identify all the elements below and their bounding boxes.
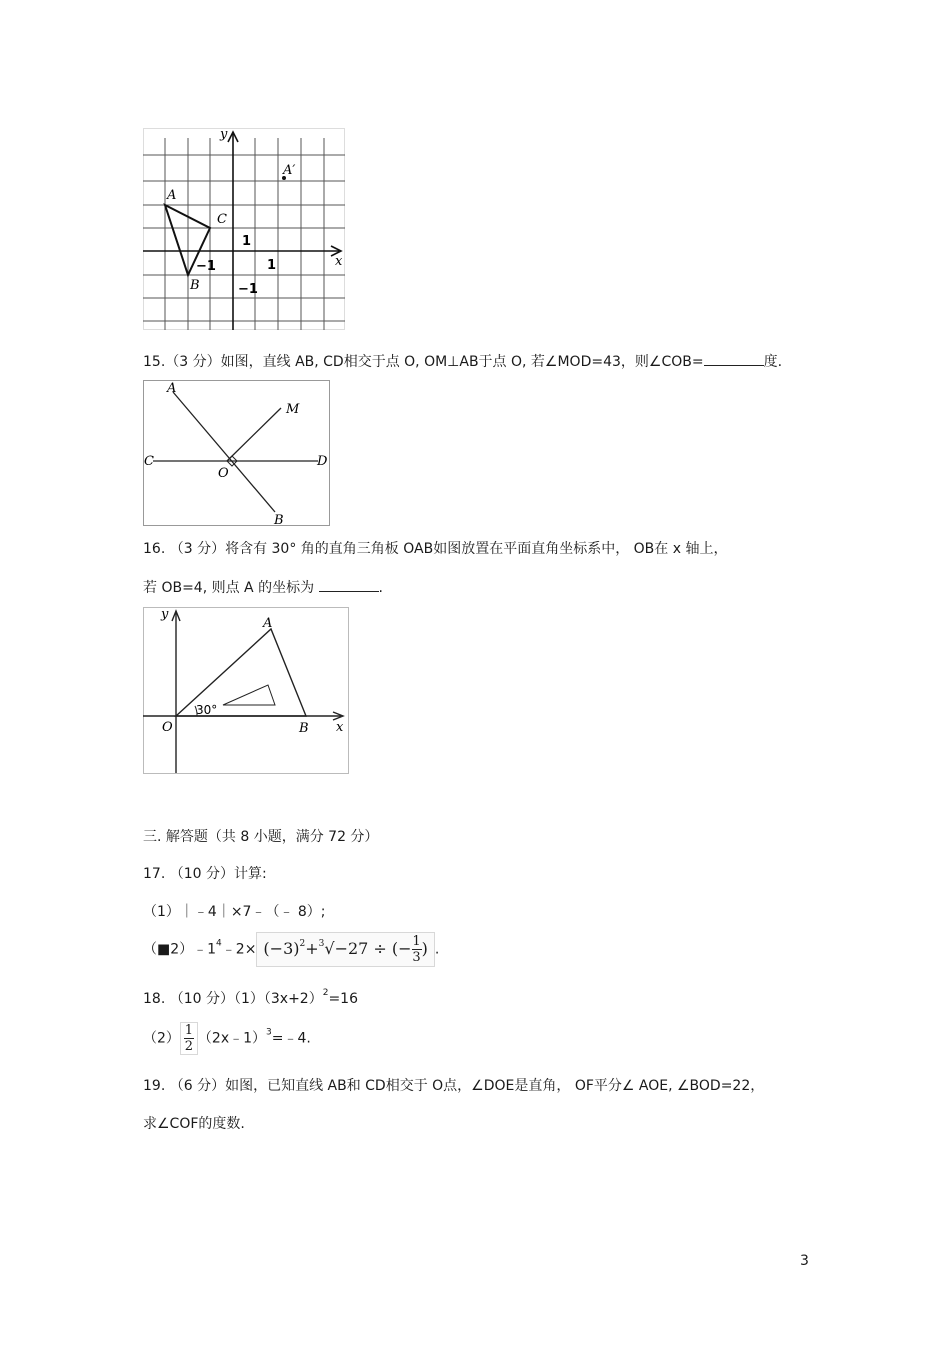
formula-frac-num: 1 [412, 934, 421, 949]
q18l1-prefix: 18. （10 分）（1）（3x+2） [143, 991, 323, 1007]
question-16-line1: 16. （3 分）将含有 30° 角的直角三角板 OAB如图放置在平面直角坐标系中， OB在 x 轴上， [143, 541, 728, 557]
y-tick-one: 1 [242, 234, 252, 249]
line-point-o: O [218, 466, 229, 481]
q16-text: 若 OB=4, 则点 A 的坐标为 [143, 580, 315, 596]
formula-close: ) [421, 939, 428, 958]
triangle-svg [143, 607, 349, 774]
coordinate-grid-figure [143, 128, 345, 330]
y-axis-label: y [220, 128, 228, 142]
formula-root: √−27 ÷ (− [324, 939, 412, 958]
q18l2-suffix: =﹣4. [271, 1030, 311, 1047]
q18l1-exp: 2 [322, 988, 329, 998]
tri-point-b: B [299, 721, 309, 736]
formula-plus: + [305, 939, 319, 958]
formula-exp: 2 [299, 939, 306, 949]
line-point-m: M [286, 402, 300, 417]
q17p2-exponent: 4 [216, 938, 222, 949]
q17-formula [256, 932, 434, 967]
tri-point-o: O [162, 720, 173, 735]
question-18-line1 [143, 988, 358, 1008]
q18-fraction [180, 1022, 198, 1055]
line-point-c: C [144, 454, 154, 469]
point-a-prime-label: A′ [283, 163, 296, 178]
question-16-line2 [143, 577, 383, 597]
q18l2-prefix: （2） [143, 1030, 180, 1047]
question-18-line2 [143, 1022, 311, 1055]
question-17-part2 [143, 932, 439, 967]
point-b-label: B [190, 278, 200, 293]
q15-answer-blank [704, 351, 764, 366]
q17p2-suffix: . [434, 941, 440, 958]
formula-frac-den: 3 [412, 950, 421, 965]
y-tick-neg-one: −1 [238, 282, 258, 297]
section-3-heading: 三. 解答题（共 8 小题，满分 72 分） [143, 829, 379, 845]
triangle-coordinate-figure [143, 607, 349, 774]
point-c-label: C [217, 212, 227, 227]
tri-point-a: A [263, 616, 273, 631]
q18-frac-den: 2 [184, 1039, 194, 1054]
grid-svg [143, 128, 345, 330]
line-point-b: B [274, 513, 284, 526]
tri-y-axis-label: y [161, 607, 169, 622]
q16-answer-blank [319, 577, 379, 592]
formula-fraction [412, 935, 422, 964]
q15-text: 15.（3 分）如图，直线 AB, CD相交于点 O, OM⊥AB于点 O, 若∠MOD=43，则∠COB= [143, 354, 704, 370]
q15-suffix: 度. [763, 354, 783, 370]
page-number: 3 [800, 1253, 809, 1269]
question-17-part1: （1）｜﹣4｜×7﹣（﹣ 8）; [143, 904, 326, 920]
line-point-a: A [167, 381, 177, 396]
intersecting-lines-figure [143, 380, 330, 526]
tri-x-axis-label: x [336, 720, 344, 735]
point-a-label: A [167, 188, 177, 203]
lines-svg [143, 380, 330, 526]
question-17-title: 17. （10 分）计算: [143, 866, 267, 882]
x-tick-one: 1 [267, 258, 277, 273]
tri-angle-label: 30° [196, 703, 218, 717]
q17p2-prefix: （■2）﹣1 [143, 941, 217, 958]
q18l2-mid: （2x﹣1） [197, 1030, 267, 1047]
q18l1-suffix: =16 [328, 991, 358, 1007]
formula-root-index: 3 [318, 939, 325, 949]
q18-frac-num: 1 [184, 1023, 194, 1038]
x-tick-neg-one: −1 [196, 259, 216, 274]
formula-neg3: (−3) [263, 939, 300, 958]
question-19-line2: 求∠COF的度数. [143, 1116, 245, 1132]
q16-suffix: . [378, 580, 383, 596]
question-15 [143, 351, 782, 371]
x-axis-label: x [335, 254, 343, 269]
q17p2-mid: ﹣2× [221, 941, 257, 958]
question-19-line1: 19. （6 分）如图，已知直线 AB和 CD相交于 O点，∠DOE是直角， OF平分∠ AOE, ∠BOD=22， [143, 1078, 765, 1094]
q18l2-exp: 3 [266, 1027, 272, 1038]
line-point-d: D [317, 454, 328, 469]
